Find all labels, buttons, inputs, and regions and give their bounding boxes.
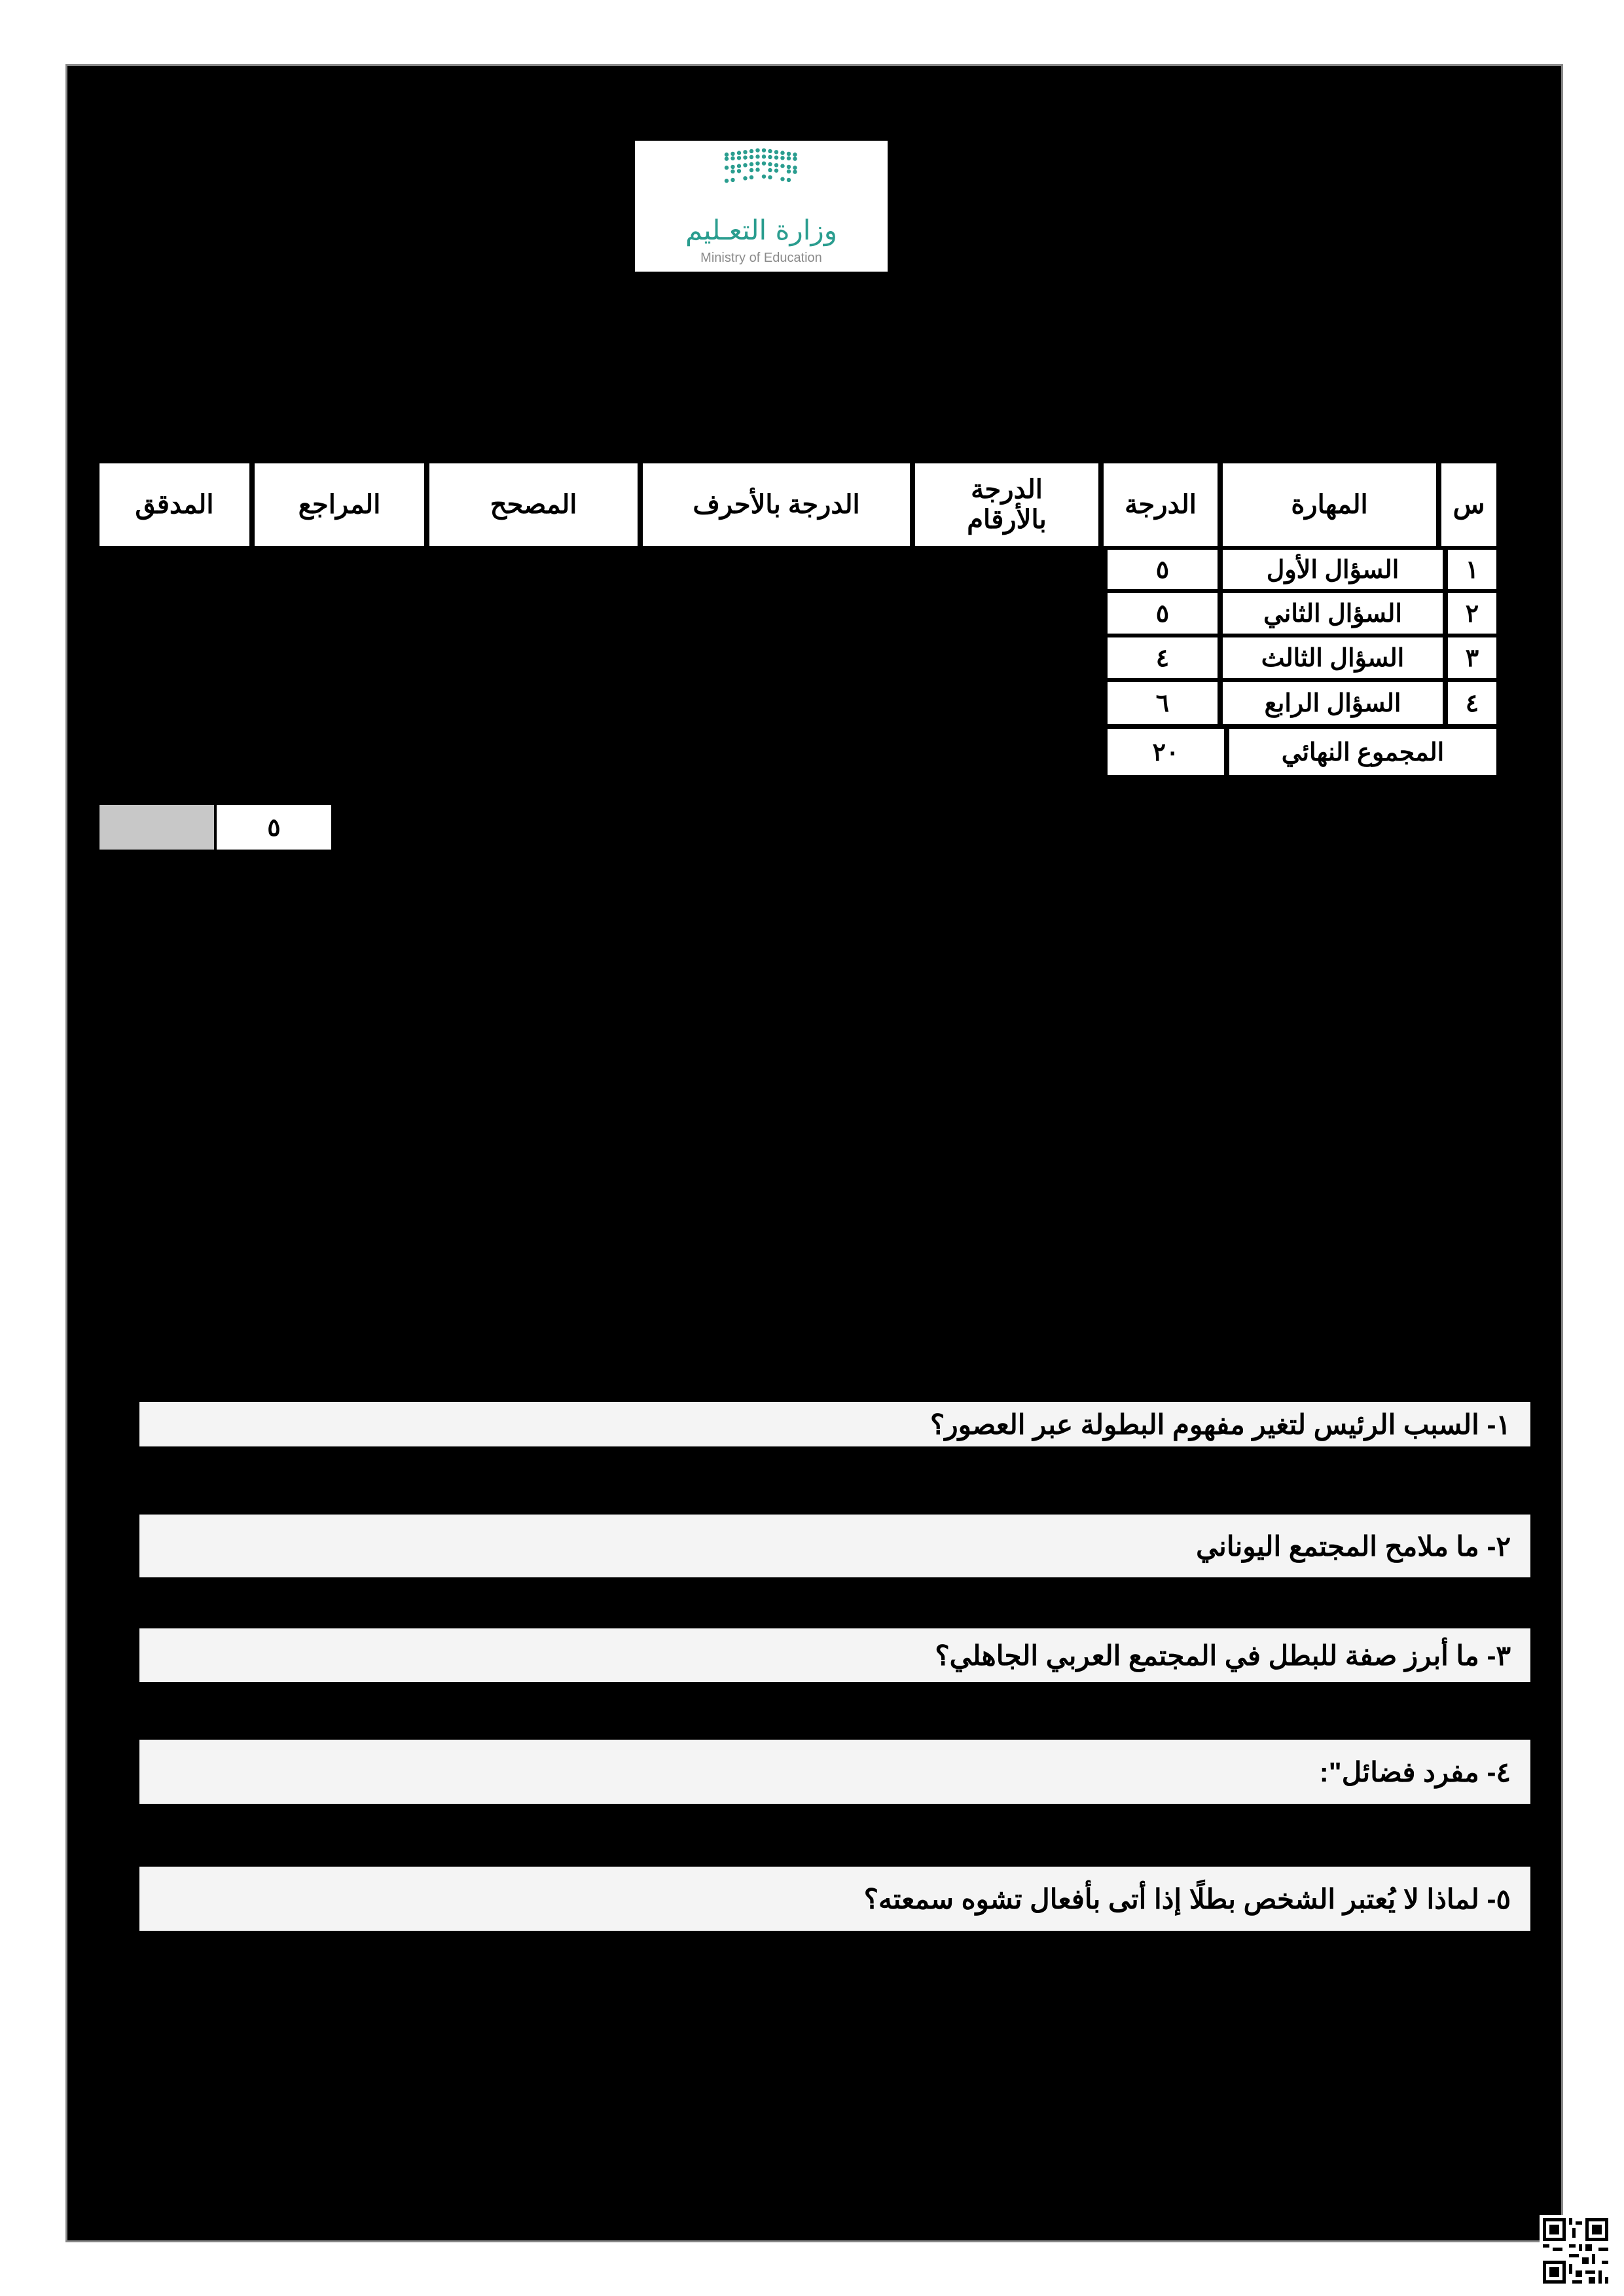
header-corrector: المصحح <box>429 463 638 546</box>
row-3-score: ٤ <box>1108 637 1218 678</box>
header-s: س <box>1441 463 1496 546</box>
row-4-score: ٦ <box>1108 682 1218 724</box>
question-2: ٢- ما ملامح المجتمع اليوناني <box>139 1515 1530 1577</box>
row-2-num: ٢ <box>1448 593 1496 634</box>
total-value: ٢٠ <box>1108 729 1224 775</box>
qr-code-icon <box>1540 2215 1612 2287</box>
total-label: المجموع النهائي <box>1229 729 1496 775</box>
row-3-skill: السؤال الثالث <box>1223 637 1443 678</box>
header-score: الدرجة <box>1104 463 1218 546</box>
logo-arabic-text: وزارة التعـليم <box>685 214 838 246</box>
row-1-num: ١ <box>1448 550 1496 589</box>
row-1-skill: السؤال الأول <box>1223 550 1443 589</box>
small-score-box: ٥ <box>217 805 331 850</box>
row-4-skill: السؤال الرابع <box>1223 682 1443 724</box>
header-reviewer: المراجع <box>255 463 424 546</box>
row-1-score: ٥ <box>1108 550 1218 589</box>
row-2-score: ٥ <box>1108 593 1218 634</box>
question-3: ٣- ما أبرز صفة للبطل في المجتمع العربي الجاهلي؟ <box>139 1628 1530 1682</box>
header-auditor: المدقق <box>99 463 249 546</box>
header-skill: المهارة <box>1223 463 1436 546</box>
question-4: ٤- مفرد فضائل": <box>139 1740 1530 1804</box>
small-gray-box <box>99 805 214 850</box>
row-4-num: ٤ <box>1448 682 1496 724</box>
row-2-skill: السؤال الثاني <box>1223 593 1443 634</box>
header-score-letters: الدرجة بالأحرف <box>643 463 910 546</box>
question-1: ١- السبب الرئيس لتغير مفهوم البطولة عبر العصور؟ <box>139 1402 1530 1446</box>
header-score-numbers: الدرجة بالأرقام <box>915 463 1098 546</box>
row-3-num: ٣ <box>1448 637 1496 678</box>
logo-english-text: Ministry of Education <box>700 251 822 265</box>
ministry-logo <box>635 141 888 272</box>
logo-dots-icon <box>635 141 888 219</box>
question-5: ٥- لماذا لا يُعتبر الشخص بطلًا إذا أتى بأفعال تشوه سمعته؟ <box>139 1867 1530 1931</box>
